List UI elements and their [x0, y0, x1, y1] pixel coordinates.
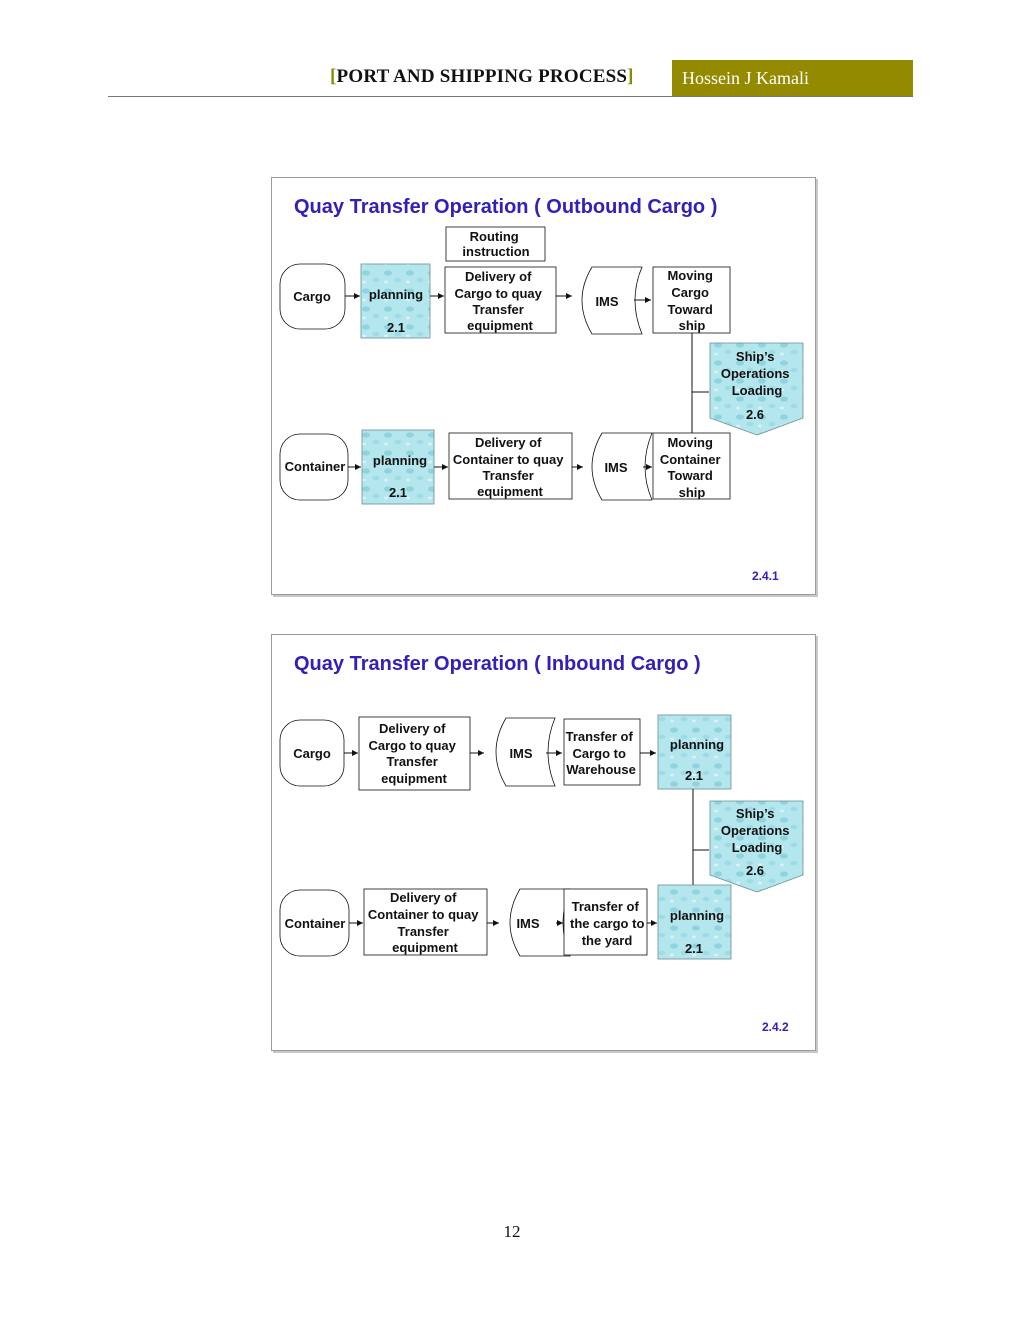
planning-number: 2.1 [684, 768, 704, 783]
planning-label: planning [368, 287, 424, 302]
ims-label: IMS [595, 294, 619, 309]
transfer-yard-label: Transfer of the cargo to the yard [569, 899, 645, 948]
slide-inbound [271, 634, 816, 1051]
ims-label: IMS [604, 460, 628, 475]
ships-operations-label: Ship’s Operations Loading [720, 349, 790, 398]
ims-label: IMS [509, 746, 533, 761]
routing-instruction-label: Routing instruction [462, 229, 530, 259]
outbound-diagram [272, 178, 815, 594]
author-tag: Hossein J Kamali [672, 60, 913, 97]
cargo-label: Cargo [293, 289, 331, 304]
planning-label: planning [372, 453, 428, 468]
container-label: Container [284, 459, 346, 474]
header-rule [108, 96, 913, 97]
slide-outbound [271, 177, 816, 595]
ims-label: IMS [516, 916, 540, 931]
inbound-diagram [272, 635, 815, 1050]
slide-number: 2.4.1 [752, 569, 779, 583]
ships-operations-number: 2.6 [745, 863, 765, 878]
delivery-cargo-label: Delivery of Cargo to quay Transfer equipment [454, 269, 542, 333]
planning-number: 2.1 [386, 320, 406, 335]
planning-label: planning [669, 908, 725, 923]
slide-number: 2.4.2 [762, 1020, 789, 1034]
ships-operations-number: 2.6 [745, 407, 765, 422]
transfer-warehouse-label: Transfer of Cargo to Warehouse [565, 729, 636, 777]
document-title: [PORT AND SHIPPING PROCESS] [330, 66, 634, 87]
moving-container-label: Moving Container Toward ship [659, 435, 721, 500]
planning-label: planning [669, 737, 725, 752]
cargo-label: Cargo [293, 746, 331, 761]
page-number: 12 [503, 1222, 521, 1241]
delivery-container-label: Delivery of Container to quay Transfer equipment [452, 435, 564, 499]
delivery-container-label: Delivery of Container to quay Transfer equipment [367, 890, 479, 955]
slide-title: Quay Transfer Operation ( Outbound Cargo ) [294, 196, 718, 218]
moving-cargo-label: Moving Cargo Toward ship [667, 268, 713, 333]
container-label: Container [284, 916, 346, 931]
slide-title: Quay Transfer Operation ( Inbound Cargo ) [294, 653, 701, 675]
planning-number: 2.1 [388, 485, 408, 500]
ships-operations-label: Ship’s Operations Loading [720, 806, 790, 855]
delivery-cargo-label: Delivery of Cargo to quay Transfer equipment [368, 721, 456, 786]
planning-number: 2.1 [684, 941, 704, 956]
